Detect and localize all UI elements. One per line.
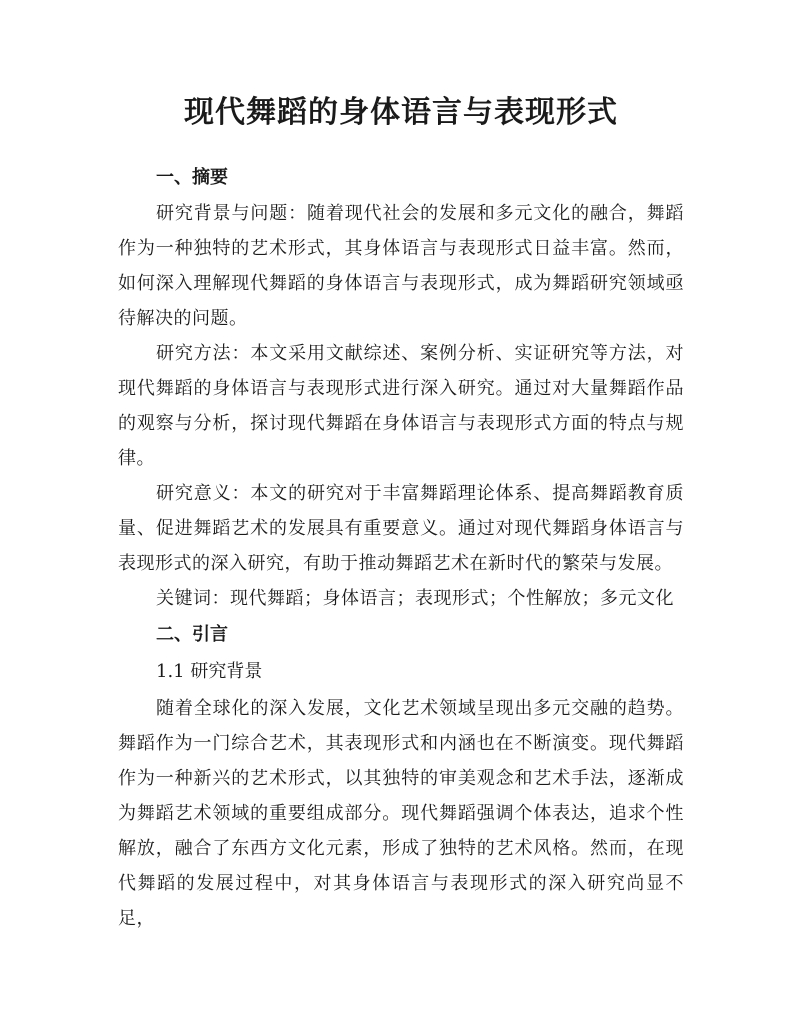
abstract-paragraph-significance: 研究意义：本文的研究对于丰富舞蹈理论体系、提高舞蹈教育质量、促进舞蹈艺术的发展具有重要意义。通过对现代舞蹈身体语言与表现形式的深入研究，有助于推动舞蹈艺术在新时代的繁荣与发展。	[118, 483, 684, 574]
document-page	[118, 88, 684, 936]
subsection-heading-background: 1.1 研究背景	[156, 661, 263, 682]
section-heading-introduction: 二、引言	[156, 624, 228, 645]
document-title: 现代舞蹈的身体语言与表现形式	[184, 95, 618, 130]
abstract-paragraph-background: 研究背景与问题：随着现代社会的发展和多元文化的融合，舞蹈作为一种独特的艺术形式，其身体语言与表现形式日益丰富。然而，如何深入理解现代舞蹈的身体语言与表现形式，成为舞蹈研究领域亟待解决的问题。	[118, 203, 684, 329]
abstract-paragraph-method: 研究方法：本文采用文献综述、案例分析、实证研究等方法，对现代舞蹈的身体语言与表现形式进行深入研究。通过对大量舞蹈作品的观察与分析，探讨现代舞蹈在身体语言与表现形式方面的特点与规律。	[118, 343, 684, 469]
section-heading-abstract: 一、摘要	[156, 167, 228, 188]
keywords-line: 关键词：现代舞蹈；身体语言；表现形式；个性解放；多元文化	[156, 588, 674, 609]
introduction-paragraph: 随着全球化的深入发展，文化艺术领域呈现出多元交融的趋势。舞蹈作为一门综合艺术，其表现形式和内涵也在不断演变。现代舞蹈作为一种新兴的艺术形式，以其独特的审美观念和艺术手法，逐渐成为舞蹈艺术领域的重要组成部分。现代舞蹈强调个体表达，追求个性解放，融合了东西方文化元素，形成了独特的艺术风格。然而，在现代舞蹈的发展过程中，对其身体语言与表现形式的深入研究尚显不足，	[118, 698, 684, 929]
